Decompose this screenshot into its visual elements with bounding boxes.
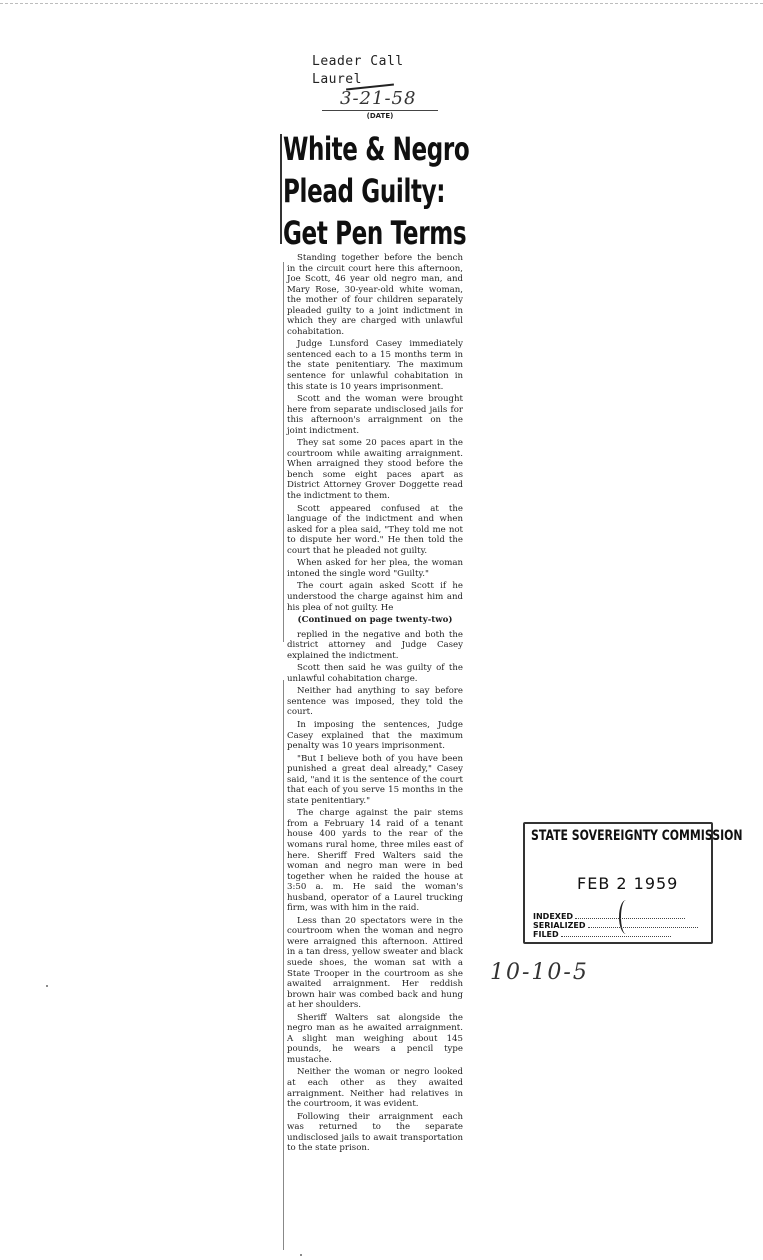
article-paragraph: The charge against the pair stems from a February 14 raid of a tenant house 400 yards to the rear of the womans rural home, three miles east of here. Sheriff Fred Walters said the woman and negro man were in bed together when he raided the house at 3:50 a. m. He said the woman's husband, operator of a Laurel trucking firm, was with him in the raid. [287,808,463,914]
article-body [287,253,463,1156]
article-paragraph: Scott and the woman were brought here from separate undisclosed jails for this afternoon's arraignment on the joint indictment. [287,394,463,436]
article-paragraph: In imposing the sentences, Judge Casey explained that the maximum penalty was 10 years imprisonment. [287,719,463,752]
source-city: Laurel [312,72,362,87]
source-newspaper: Leader Call [312,54,404,69]
article-paragraph: Neither the woman or negro looked at each other as they awaited arraignment. Neither had relatives in the courtroom, it was evident. [287,1067,463,1110]
article-paragraph: Sheriff Walters sat alongside the negro man as he awaited arraignment. A slight man weighing about 145 pounds, he wears a pencil type mustache. [287,1012,463,1065]
handwritten-file-number: 10-10-5 [490,960,589,985]
scan-speck [46,985,48,987]
scan-speck [300,1254,302,1256]
article-paragraph: "But I believe both of you have been punished a great deal already," Casey said, "and it is the sentence of the court that each of you serve 15 months in the state penitentiary." [287,753,463,806]
stamp-row-label: SERIALIZED [533,921,586,930]
article-paragraph: The court again asked Scott if he understood the charge against him and his plea of not guilty. He [287,581,463,613]
article-paragraph: Neither had anything to say before sentence was imposed, they told the court. [287,686,463,718]
column-rule [283,680,284,1250]
stamp-row-label: FILED [533,930,559,939]
article-paragraph: When asked for her plea, the woman intoned the single word "Guilty." [287,558,463,579]
article-paragraph: replied in the negative and both the district attorney and Judge Casey explained the indictment. [287,629,463,661]
column-rule [283,262,284,642]
headline-line-3: Get Pen Terms [283,214,467,252]
stamp-row-serialized [533,921,698,930]
date-label: (DATE) [366,112,394,120]
article-paragraph: Less than 20 spectators were in the courtroom when the woman and negro were arraigned this afternoon. Attired in a tan dress, yellow sweater and black suede shoes, the woman sat with a State Trooper in the courtroom as she awaited arraignment. Her reddish brown hair was combed back and hung at her shoulders. [287,915,463,1011]
headline [283,128,470,254]
article-paragraph: Scott then said he was guilty of the unlawful cohabitation charge. [287,663,463,684]
headline-line-1: White & Negro [283,130,470,168]
commission-stamp [523,822,743,944]
continued-notice: (Continued on page twenty-two) [297,615,453,626]
stamp-row-filed [533,930,671,939]
stamp-date: FEB 2 1959 [577,874,679,893]
stamp-row-label: INDEXED [533,912,574,921]
article-paragraph: Following their arraignment each was returned to the separate undisclosed jails to await transportation to the state prison. [287,1111,463,1154]
clipping-date: 3-21-58 [340,88,417,109]
stamp-row-indexed [533,912,685,921]
headline-rule [280,134,282,244]
article-paragraph: They sat some 20 paces apart in the courtroom while awaiting arraignment. When arraigned they stood before the bench some eight paces apart as District Attorney Grover Doggette read the indictment to them. [287,438,463,502]
headline-line-2: Plead Guilty: [283,172,446,210]
page-top-border [0,3,763,4]
stamp-title: STATE SOVEREIGNTY COMMISSION [531,828,743,844]
article-paragraph: Judge Lunsford Casey immediately sentenced each to a 15 months term in the state penitentiary. The maximum sentence for unlawful cohabitation in this state is 10 years imprisonment. [287,339,463,392]
date-line [322,110,438,111]
article-paragraph: Standing together before the bench in the circuit court here this afternoon, Joe Scott, 46 year old negro man, and Mary Rose, 30-year-old white woman, the mother of four children separately pleaded guilty to a joint indictment in which they are charged with unlawful cohabitation. [287,253,463,337]
article-paragraph: Scott appeared confused at the language of the indictment and when asked for a plea said, "They told me not to dispute her word." He then told the court that he pleaded not guilty. [287,503,463,556]
